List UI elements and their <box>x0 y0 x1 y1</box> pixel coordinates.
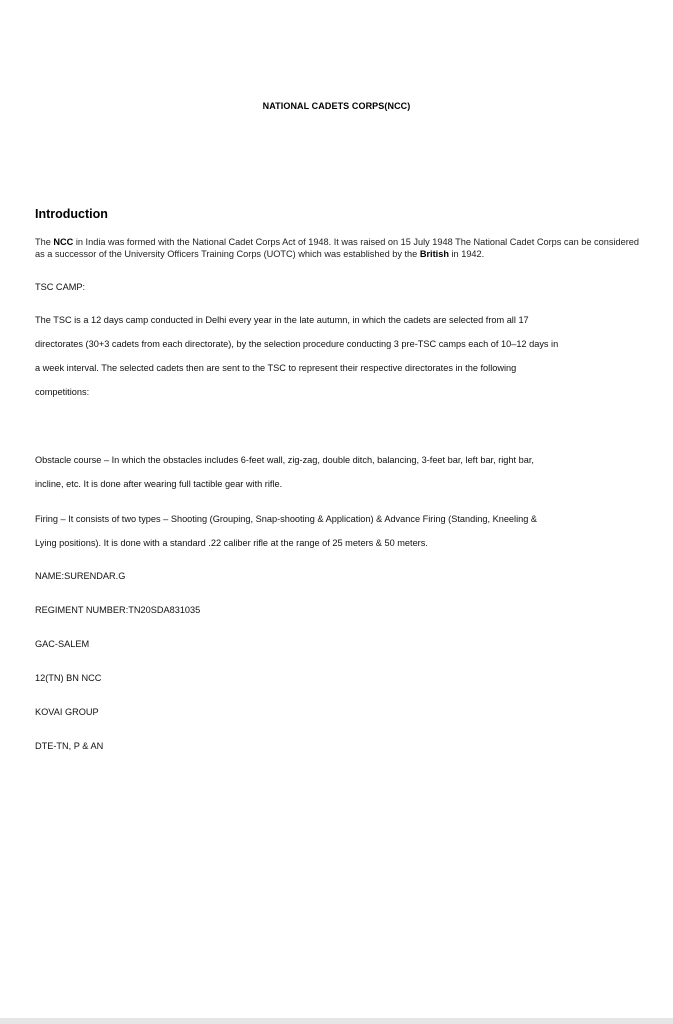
document-title: NATIONAL CADETS CORPS(NCC) <box>262 101 411 111</box>
firing-paragraph-line: Firing – It consists of two types – Shooting (Grouping, Snap-shooting & Application) & Advance Firing (Standing, Kneeling & <box>35 514 538 524</box>
intro-paragraph <box>35 236 645 260</box>
tsc-paragraph-line: competitions: <box>35 387 90 397</box>
tsc-paragraph-line: a week interval. The selected cadets then are sent to the TSC to represent their respective directorates in the following <box>35 363 517 373</box>
detail-battalion: 12(TN) BN NCC <box>35 673 102 683</box>
obstacle-paragraph-line: Obstacle course – In which the obstacles includes 6-feet wall, zig-zag, double ditch, balancing, 3-feet bar, left bar, right bar, <box>35 455 534 465</box>
obstacle-paragraph-line: incline, etc. It is done after wearing full tactible gear with rifle. <box>35 479 283 489</box>
detail-directorate: DTE-TN, P & AN <box>35 741 104 751</box>
intro-text-1: The <box>35 237 54 247</box>
tsc-camp-label: TSC CAMP: <box>35 282 86 292</box>
page-bottom-edge <box>0 1018 673 1024</box>
tsc-paragraph-line: The TSC is a 12 days camp conducted in Delhi every year in the late autumn, in which the cadets are selected from all 17 <box>35 315 529 325</box>
tsc-paragraph-line: directorates (30+3 cadets from each directorate), by the selection procedure conducting 3 pre-TSC camps each of 10–12 days in <box>35 339 559 349</box>
intro-bold-british: British <box>419 249 449 259</box>
detail-college: GAC-SALEM <box>35 639 90 649</box>
intro-text-2: in India was formed with the National Cadet Corps Act of 1948. It was raised on 15 July 1948 The National Cadet Corps can be considered as a successor of the University Officers Training Corps (UOTC) which was established by the <box>35 237 639 259</box>
section-heading-introduction: Introduction <box>35 207 108 221</box>
intro-bold-ncc: NCC <box>53 237 74 247</box>
detail-group: KOVAI GROUP <box>35 707 99 717</box>
detail-name: NAME:SURENDAR.G <box>35 571 126 581</box>
detail-regiment-number: REGIMENT NUMBER:TN20SDA831035 <box>35 605 201 615</box>
intro-text-3: in 1942. <box>448 249 485 259</box>
firing-paragraph-line: Lying positions). It is done with a standard .22 caliber rifle at the range of 25 meters & 50 meters. <box>35 538 428 548</box>
